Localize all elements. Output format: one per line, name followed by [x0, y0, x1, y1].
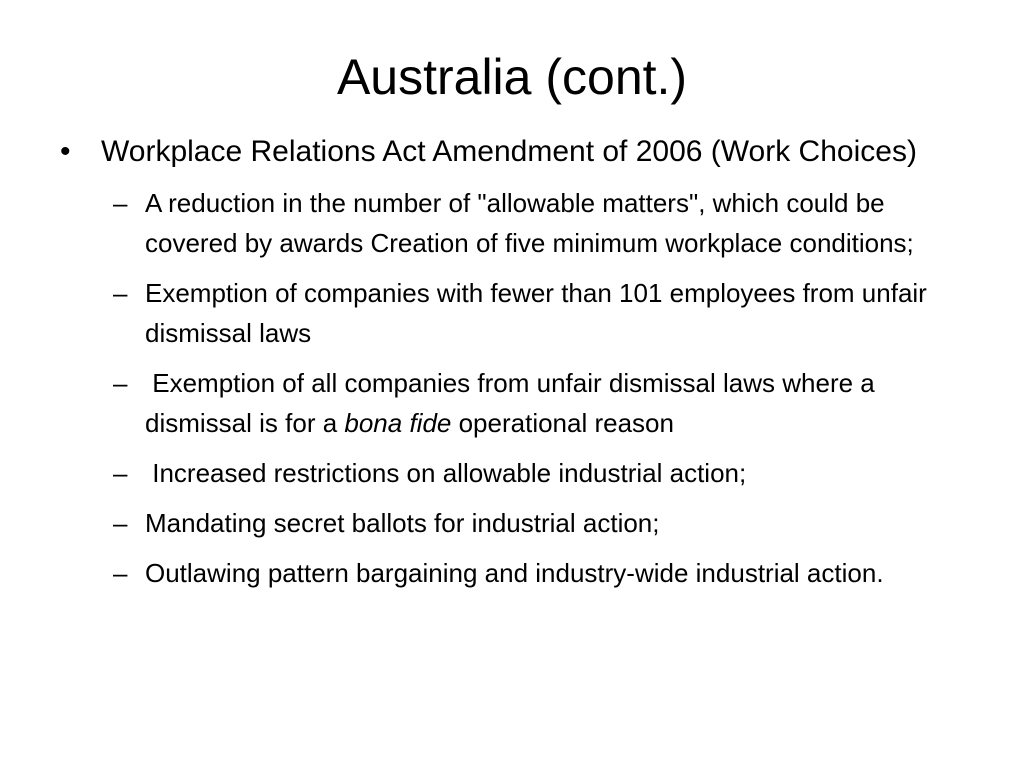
sub-bullet-item: [56, 553, 966, 593]
bullet-item: [56, 130, 966, 173]
sub-bullet-text: Exemption of companies with fewer than 101 employees from unfair dismissal laws: [145, 278, 927, 348]
slide-body: [56, 130, 966, 603]
dash-marker: –: [113, 188, 128, 218]
sub-bullet-item: [56, 363, 966, 443]
sub-bullet-text-part: Exemption of all companies from unfair dismissal laws where a dismissal is for a: [145, 368, 875, 438]
dash-marker: –: [113, 368, 128, 398]
dash-marker: –: [113, 278, 128, 308]
sub-bullet-text: A reduction in the number of "allowable matters", which could be covered by awards Creation of five minimum workplace conditions;: [145, 188, 914, 258]
dash-marker: –: [113, 458, 128, 488]
italic-phrase: bona fide: [344, 408, 452, 438]
sub-bullet-item: [56, 183, 966, 263]
sub-bullet-text-part: operational reason: [451, 408, 674, 438]
bullet-text: Workplace Relations Act Amendment of 2006 (Work Choices): [101, 135, 917, 168]
sub-bullet-item: [56, 273, 966, 353]
sub-bullet-item: [56, 453, 966, 493]
sub-bullet-text: Mandating secret ballots for industrial action;: [145, 508, 660, 538]
sub-bullet-text: Outlawing pattern bargaining and industry-wide industrial action.: [145, 558, 884, 588]
sub-bullet-item: [56, 503, 966, 543]
slide-title: Australia (cont.): [336, 49, 688, 105]
dash-marker: –: [113, 508, 128, 538]
sub-bullet-text: Increased restrictions on allowable industrial action;: [152, 458, 747, 488]
sub-bullet-text: [145, 368, 875, 438]
dash-marker: –: [113, 558, 128, 588]
bullet-marker: •: [60, 135, 71, 168]
